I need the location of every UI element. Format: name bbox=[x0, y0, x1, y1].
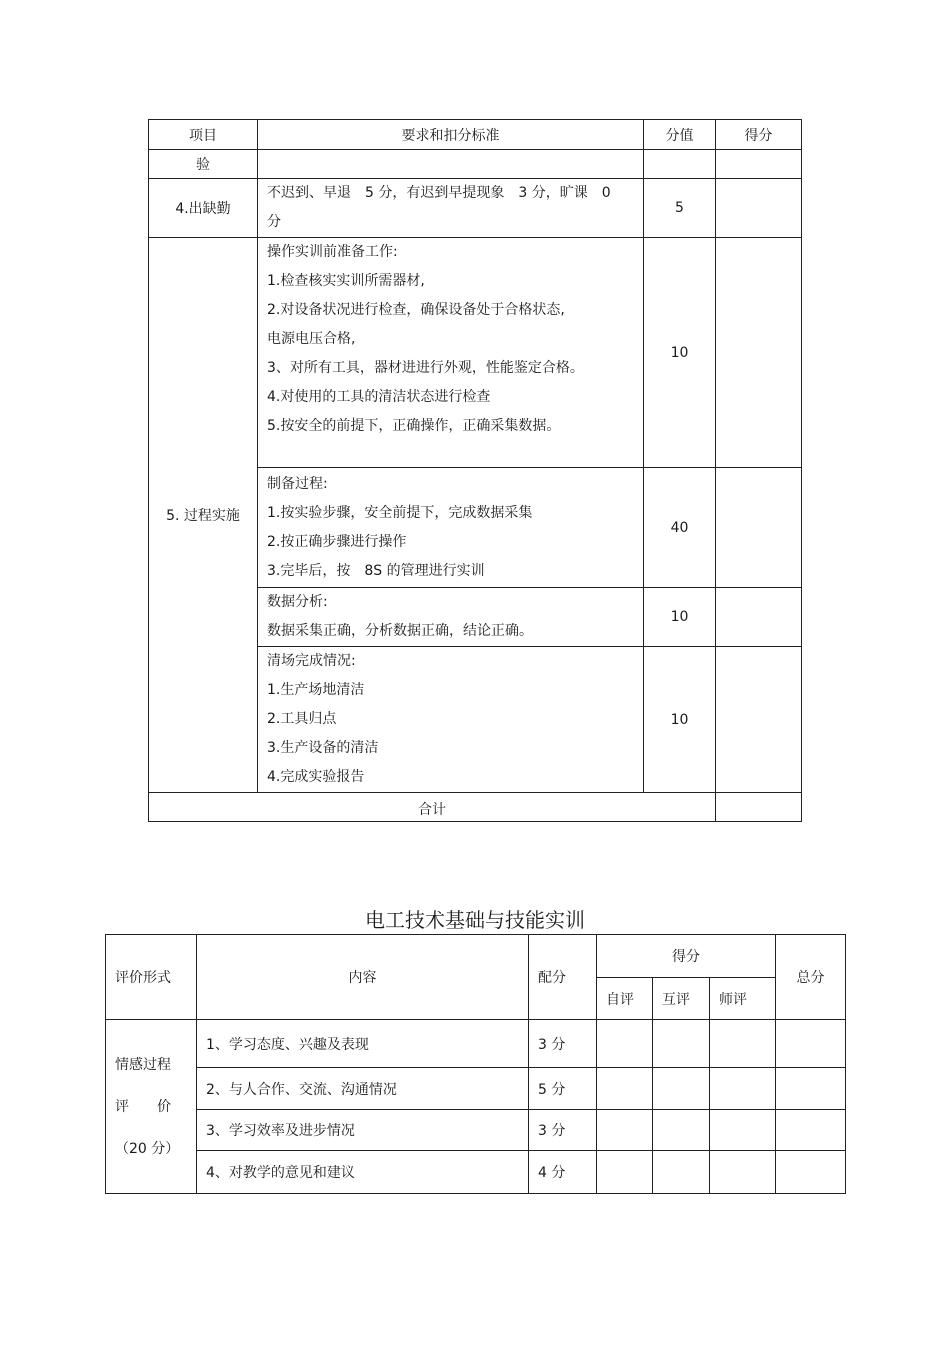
prep-line: 2.对设备状况进行检查，确保设备处于合格状态, bbox=[267, 302, 565, 318]
prep-line: 4.对使用的工具的清洁状态进行检查 bbox=[267, 389, 491, 405]
category-line: 情感过程 bbox=[115, 1056, 171, 1073]
category-cell bbox=[106, 1020, 197, 1194]
cleanup-score-cell[interactable] bbox=[716, 647, 802, 793]
preparation-process-requirement bbox=[258, 468, 644, 588]
attendance-value: 5 bbox=[644, 179, 716, 238]
header-requirement: 要求和扣分标准 bbox=[258, 120, 644, 150]
analysis-line: 数据采集正确，分析数据正确，结论正确。 bbox=[267, 623, 533, 639]
cleanup-requirement bbox=[258, 647, 644, 793]
row-points: 5 分 bbox=[529, 1068, 597, 1110]
prep-line: 1.检查核实实训所需器材, bbox=[267, 273, 425, 289]
header-content: 内容 bbox=[197, 935, 529, 1020]
header-total: 总分 bbox=[776, 935, 846, 1020]
total-score-cell[interactable] bbox=[776, 1068, 846, 1110]
attendance-item: 4.出缺勤 bbox=[149, 179, 258, 238]
total-score-cell[interactable] bbox=[716, 793, 802, 822]
total-score-cell[interactable] bbox=[776, 1020, 846, 1068]
header-points: 配分 bbox=[529, 935, 597, 1020]
prep-line: 5.按安全的前提下，正确操作，正确采集数据。 bbox=[267, 418, 561, 434]
row-content: 1、学习态度、兴趣及表现 bbox=[197, 1020, 529, 1068]
prep-value: 10 bbox=[644, 238, 716, 468]
row-points: 4 分 bbox=[529, 1151, 597, 1194]
process-item: 5. 过程实施 bbox=[149, 238, 258, 793]
prep-line: 操作实训前准备工作: bbox=[267, 244, 398, 260]
self-score-cell[interactable] bbox=[597, 1151, 653, 1194]
analysis-score-cell[interactable] bbox=[716, 588, 802, 647]
cleanup-value: 10 bbox=[644, 647, 716, 793]
row-points: 3 分 bbox=[529, 1110, 597, 1151]
process-line: 制备过程: bbox=[267, 475, 328, 492]
evaluation-table-title: 电工技术基础与技能实训 bbox=[365, 908, 585, 932]
cleanup-line: 2.工具归点 bbox=[267, 711, 337, 727]
process-score-cell[interactable] bbox=[716, 468, 802, 588]
process-line: 1.按实验步骤，安全前提下，完成数据采集 bbox=[267, 504, 533, 521]
continuation-item: 验 bbox=[149, 150, 258, 179]
attendance-line: 分 bbox=[267, 214, 281, 230]
continuation-value bbox=[644, 150, 716, 179]
prep-line: 3、对所有工具，器材进进行外观，性能鉴定合格。 bbox=[267, 360, 584, 376]
analysis-value: 10 bbox=[644, 588, 716, 647]
continuation-score-cell[interactable] bbox=[716, 150, 802, 179]
peer-score-cell[interactable] bbox=[653, 1151, 710, 1194]
teacher-score-cell[interactable] bbox=[710, 1151, 776, 1194]
process-line: 3.完毕后，按 8S 的管理进行实训 bbox=[267, 562, 485, 579]
attendance-line: 不迟到、早退 5 分，有迟到早提现象 3 分，旷课 0 bbox=[267, 185, 611, 201]
self-score-cell[interactable] bbox=[597, 1068, 653, 1110]
header-teacher: 师评 bbox=[710, 978, 776, 1020]
header-value: 分值 bbox=[644, 120, 716, 150]
header-form: 评价形式 bbox=[106, 935, 197, 1020]
teacher-score-cell[interactable] bbox=[710, 1110, 776, 1151]
peer-score-cell[interactable] bbox=[653, 1110, 710, 1151]
peer-score-cell[interactable] bbox=[653, 1068, 710, 1110]
header-score: 得分 bbox=[716, 120, 802, 150]
prep-score-cell[interactable] bbox=[716, 238, 802, 468]
analysis-requirement bbox=[258, 588, 644, 647]
continuation-requirement bbox=[258, 150, 644, 179]
header-score: 得分 bbox=[597, 935, 776, 978]
self-score-cell[interactable] bbox=[597, 1020, 653, 1068]
total-score-cell[interactable] bbox=[776, 1110, 846, 1151]
prep-line: 电源电压合格, bbox=[267, 331, 356, 347]
row-points: 3 分 bbox=[529, 1020, 597, 1068]
total-label: 合计 bbox=[149, 793, 716, 822]
analysis-line: 数据分析: bbox=[267, 594, 328, 610]
cleanup-line: 1.生产场地清洁 bbox=[267, 682, 365, 698]
total-score-cell[interactable] bbox=[776, 1151, 846, 1194]
peer-score-cell[interactable] bbox=[653, 1020, 710, 1068]
assessment-table bbox=[148, 119, 802, 822]
row-content: 4、对教学的意见和建议 bbox=[197, 1151, 529, 1194]
header-peer: 互评 bbox=[653, 978, 710, 1020]
cleanup-line: 3.生产设备的清洁 bbox=[267, 740, 379, 756]
attendance-score-cell[interactable] bbox=[716, 179, 802, 238]
row-content: 3、学习效率及进步情况 bbox=[197, 1110, 529, 1151]
teacher-score-cell[interactable] bbox=[710, 1068, 776, 1110]
self-score-cell[interactable] bbox=[597, 1110, 653, 1151]
category-line: （20 分） bbox=[115, 1140, 180, 1157]
header-item: 项目 bbox=[149, 120, 258, 150]
process-line: 2.按正确步骤进行操作 bbox=[267, 533, 407, 550]
header-self: 自评 bbox=[597, 978, 653, 1020]
attendance-requirement bbox=[258, 179, 644, 238]
category-line: 评 价 bbox=[115, 1098, 171, 1115]
row-content: 2、与人合作、交流、沟通情况 bbox=[197, 1068, 529, 1110]
prep-requirement bbox=[258, 238, 644, 468]
process-value: 40 bbox=[644, 468, 716, 588]
cleanup-line: 4.完成实验报告 bbox=[267, 769, 365, 785]
teacher-score-cell[interactable] bbox=[710, 1020, 776, 1068]
evaluation-table bbox=[105, 934, 846, 1194]
cleanup-line: 清场完成情况: bbox=[267, 653, 356, 669]
